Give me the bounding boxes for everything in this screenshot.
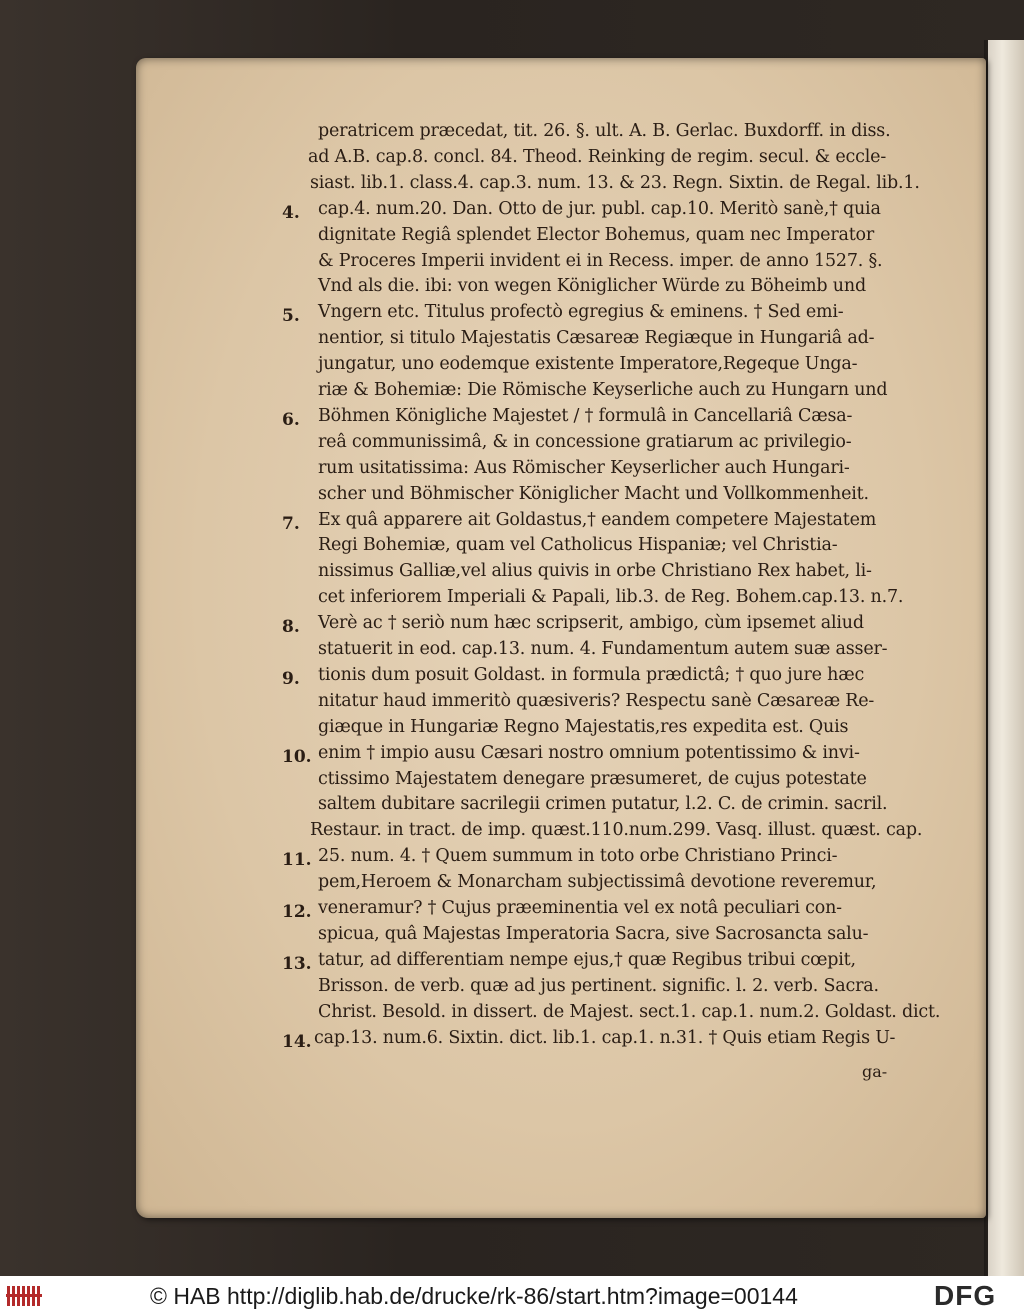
text-line: scher und Böhmischer Königlicher Macht und Vollkommenheit. bbox=[318, 483, 869, 504]
text-line: peratricem præcedat, tit. 26. §. ult. A. B. Gerlac. Buxdorff. in diss. bbox=[318, 121, 891, 141]
text-line: statuerit in eod. cap.13. num. 4. Fundamentum autem suæ asser- bbox=[318, 639, 888, 659]
text-line: veneramur? † Cujus præeminentia vel ex notâ peculiari con- bbox=[318, 898, 842, 918]
margin-number: 13. bbox=[282, 953, 312, 974]
text-line: siast. lib.1. class.4. cap.3. num. 13. & 23. Regn. Sixtin. de Regal. lib.1. bbox=[310, 172, 920, 193]
text-line: pem,Heroem & Monarcham subjectissimâ devotione reveremur, bbox=[318, 872, 877, 893]
text-line: nitatur haud immeritò quæsiveris? Respectu sanè Cæsareæ Re- bbox=[318, 690, 875, 711]
text-line: Christ. Besold. in dissert. de Majest. sect.1. cap.1. num.2. Goldast. dict. bbox=[318, 1001, 941, 1022]
text-line: ad A.B. cap.8. concl. 84. Theod. Reinking de regim. secul. & eccle- bbox=[308, 146, 887, 167]
margin-number: 9. bbox=[282, 668, 300, 689]
text-line: nissimus Galliæ,vel alius quivis in orbe Christiano Rex habet, li- bbox=[318, 561, 872, 582]
margin-number: 6. bbox=[282, 409, 300, 430]
margin-number: 14. bbox=[282, 1031, 312, 1052]
text-line: rum usitatissima: Aus Römischer Keyserlicher auch Hungari- bbox=[318, 457, 850, 478]
text-line: cet inferiorem Imperiali & Papali, lib.3. de Reg. Bohem.cap.13. n.7. bbox=[318, 587, 904, 608]
text-line: tatur, ad differentiam nempe ejus,† quæ Regibus tribui cœpit, bbox=[318, 949, 856, 970]
text-line: Vnd als die. ibi: von wegen Königlicher Würde zu Böheimb und bbox=[318, 276, 866, 297]
hab-logo-icon bbox=[6, 1284, 46, 1308]
margin-number: 5. bbox=[282, 306, 300, 327]
text-line: spicua, quâ Majestas Imperatoria Sacra, sive Sacrosancta salu- bbox=[318, 923, 869, 944]
text-line: reâ communissimâ, & in concessione gratiarum ac privilegio- bbox=[318, 431, 852, 452]
margin-number: 4. bbox=[282, 202, 300, 223]
text-line: tionis dum posuit Goldast. in formula prædictâ; † quo jure hæc bbox=[318, 664, 865, 685]
text-line: cap.13. num.6. Sixtin. dict. lib.1. cap.1. n.31. † Quis etiam Regis U- bbox=[314, 1027, 896, 1048]
text-line: Brisson. de verb. quæ ad jus pertinent. signific. l. 2. verb. Sacra. bbox=[318, 975, 879, 996]
text-line: riæ & Bohemiæ: Die Römische Keyserliche auch zu Hungarn und bbox=[318, 380, 888, 400]
text-line: saltem dubitare sacrilegii crimen putatur, l.2. C. de crimin. sacril. bbox=[318, 794, 888, 815]
text-line: giæque in Hungariæ Regno Majestatis,res expedita est. Quis bbox=[318, 716, 849, 737]
viewer-footer bbox=[0, 1276, 1024, 1316]
text-line: 25. num. 4. † Quem summum in toto orbe Christiano Princi- bbox=[318, 846, 838, 867]
text-line: Vngern etc. Titulus profectò egregius & eminens. † Sed emi- bbox=[318, 302, 844, 323]
text-line: enim † impio ausu Cæsari nostro omnium potentissimo & invi- bbox=[318, 742, 860, 763]
text-line: Böhmen Königliche Majestet / † formulâ in Cancellariâ Cæsa- bbox=[318, 405, 853, 426]
margin-number: 8. bbox=[282, 617, 300, 638]
text-line: dignitate Regiâ splendet Elector Bohemus, quam nec Imperator bbox=[318, 224, 875, 245]
text-line: nentior, si titulo Majestatis Cæsareæ Regiæque in Hungariâ ad- bbox=[318, 328, 875, 349]
text-line: Restaur. in tract. de imp. quæst.110.num.299. Vasq. illust. quæst. cap. bbox=[310, 820, 923, 841]
next-page-edge bbox=[988, 40, 1024, 1276]
book-page bbox=[136, 58, 986, 1218]
dfg-logo: DFG bbox=[934, 1280, 997, 1311]
text-line: cap.4. num.20. Dan. Otto de jur. publ. cap.10. Meritò sanè,† quia bbox=[318, 198, 881, 219]
text-line: Ex quâ apparere ait Goldastus,† eandem competere Majestatem bbox=[318, 509, 877, 530]
text-line: Regi Bohemiæ, quam vel Catholicus Hispaniæ; vel Christia- bbox=[318, 535, 838, 556]
catchword: ga- bbox=[862, 1062, 888, 1081]
copyright-url-text[interactable]: © HAB http://diglib.hab.de/drucke/rk-86/start.htm?image=00144 bbox=[150, 1283, 798, 1309]
text-line: jungatur, uno eodemque existente Imperatore,Regeque Unga- bbox=[318, 354, 858, 375]
text-line: Verè ac † seriò num hæc scripserit, ambigo, cùm ipsemet aliud bbox=[318, 613, 864, 634]
margin-number: 7. bbox=[282, 513, 300, 534]
text-line: ctissimo Majestatem denegare præsumeret, de cujus potestate bbox=[318, 768, 867, 789]
text-line: & Proceres Imperii invident ei in Recess. imper. de anno 1527. §. bbox=[318, 250, 883, 271]
margin-number: 11. bbox=[282, 850, 312, 871]
margin-number: 10. bbox=[282, 746, 312, 767]
margin-number: 12. bbox=[282, 902, 312, 922]
